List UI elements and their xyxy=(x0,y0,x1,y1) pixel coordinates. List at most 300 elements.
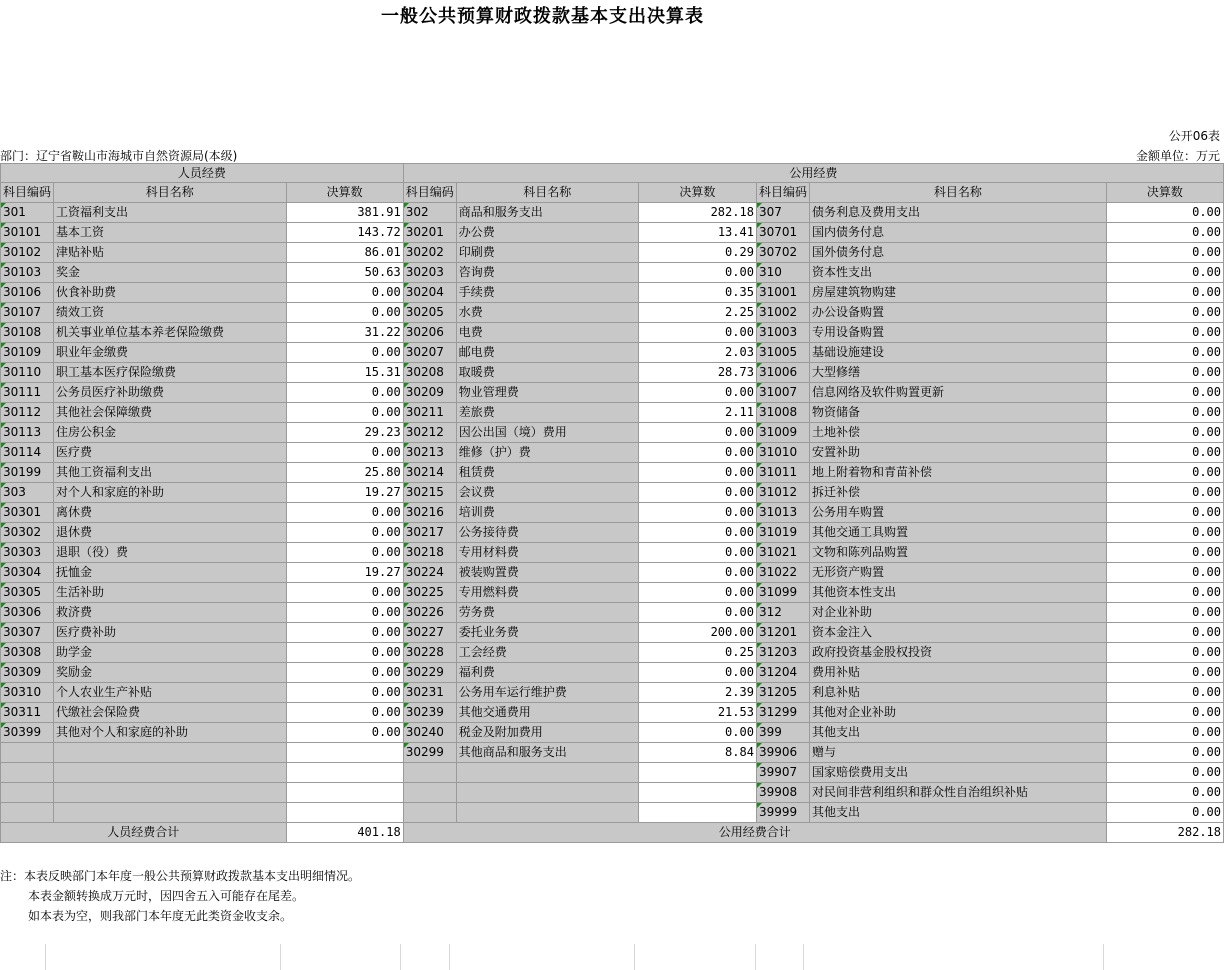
subject-code-cell: 31005 xyxy=(756,343,809,363)
amount-cell: 0.00 xyxy=(1106,563,1223,583)
notes xyxy=(0,866,360,926)
subject-code-cell: 307 xyxy=(756,203,809,223)
subject-name-cell: 公务员医疗补助缴费 xyxy=(54,383,287,403)
amount-cell: 50.63 xyxy=(286,263,403,283)
subject-name-cell: 信息网络及软件购置更新 xyxy=(809,383,1106,403)
grid-line xyxy=(400,944,401,970)
amount-cell: 0.00 xyxy=(638,423,756,443)
subject-code-cell: 30240 xyxy=(403,723,456,743)
subject-code-cell: 302 xyxy=(403,203,456,223)
grid-line xyxy=(449,944,450,970)
amount-cell: 19.27 xyxy=(286,563,403,583)
amount-cell: 0.00 xyxy=(286,663,403,683)
amount-cell: 0.00 xyxy=(1106,723,1223,743)
subject-name-cell: 拆迁补偿 xyxy=(809,483,1106,503)
subject-name-cell: 奖金 xyxy=(54,263,287,283)
subject-name-cell: 抚恤金 xyxy=(54,563,287,583)
subject-name-cell: 基本工资 xyxy=(54,223,287,243)
subject-code-cell: 30303 xyxy=(1,543,54,563)
grid-line xyxy=(755,944,756,970)
table-row xyxy=(1,243,1224,263)
subject-name-cell: 奖励金 xyxy=(54,663,287,683)
table-row xyxy=(1,643,1224,663)
table-row xyxy=(1,343,1224,363)
totals-row xyxy=(1,823,1224,843)
subject-code-cell: 30216 xyxy=(403,503,456,523)
subject-code-cell: 30239 xyxy=(403,703,456,723)
subject-code-cell: 30218 xyxy=(403,543,456,563)
subject-code-cell: 31012 xyxy=(756,483,809,503)
note-line: 本表金额转换成万元时，因四舍五入可能存在尾差。 xyxy=(28,889,305,903)
subject-name-cell: 债务利息及费用支出 xyxy=(809,203,1106,223)
amount-cell: 0.29 xyxy=(638,243,756,263)
subject-code-cell: 31003 xyxy=(756,323,809,343)
subject-code-cell: 30201 xyxy=(403,223,456,243)
subject-name-cell: 政府投资基金股权投资 xyxy=(809,643,1106,663)
subject-name-cell: 委托业务费 xyxy=(456,623,638,643)
col-header-amount: 决算数 xyxy=(1106,183,1223,203)
subject-name-cell xyxy=(54,763,287,783)
subject-code-cell: 30102 xyxy=(1,243,54,263)
subject-name-cell: 其他资本性支出 xyxy=(809,583,1106,603)
subject-code-cell: 39999 xyxy=(756,803,809,823)
subject-name-cell: 赠与 xyxy=(809,743,1106,763)
subject-code-cell: 30204 xyxy=(403,283,456,303)
subject-name-cell: 电费 xyxy=(456,323,638,343)
amount-cell: 0.00 xyxy=(286,303,403,323)
note-line: 注：本表反映部门本年度一般公共预算财政拨款基本支出明细情况。 xyxy=(0,869,361,883)
table-row xyxy=(1,303,1224,323)
subject-code-cell: 30302 xyxy=(1,523,54,543)
amount-cell: 0.00 xyxy=(1106,463,1223,483)
subject-code-cell: 30224 xyxy=(403,563,456,583)
table-row xyxy=(1,203,1224,223)
public-total-value: 282.18 xyxy=(1106,823,1223,843)
amount-cell: 0.00 xyxy=(286,603,403,623)
amount-cell: 0.00 xyxy=(1106,363,1223,383)
amount-cell: 86.01 xyxy=(286,243,403,263)
amount-cell: 0.00 xyxy=(1106,403,1223,423)
subject-name-cell: 福利费 xyxy=(456,663,638,683)
table-row xyxy=(1,543,1224,563)
amount-cell: 2.03 xyxy=(638,343,756,363)
amount-cell: 29.23 xyxy=(286,423,403,443)
subject-code-cell: 30299 xyxy=(403,743,456,763)
subject-name-cell: 资本金注入 xyxy=(809,623,1106,643)
note-line: 如本表为空，则我部门本年度无此类资金收支余。 xyxy=(28,909,293,923)
table-row xyxy=(1,663,1224,683)
subject-code-cell: 30225 xyxy=(403,583,456,603)
amount-cell: 0.00 xyxy=(286,683,403,703)
col-header-code: 科目编码 xyxy=(1,183,54,203)
subject-code-cell: 30301 xyxy=(1,503,54,523)
subject-name-cell: 费用补贴 xyxy=(809,663,1106,683)
subject-name-cell: 办公费 xyxy=(456,223,638,243)
subject-code-cell: 30229 xyxy=(403,663,456,683)
amount-cell: 0.00 xyxy=(638,723,756,743)
amount-cell: 0.00 xyxy=(1106,503,1223,523)
table-row xyxy=(1,263,1224,283)
subject-code-cell: 30701 xyxy=(756,223,809,243)
subject-name-cell: 邮电费 xyxy=(456,343,638,363)
amount-cell: 0.00 xyxy=(1106,763,1223,783)
amount-cell: 0.00 xyxy=(286,343,403,363)
subject-code-cell: 31022 xyxy=(756,563,809,583)
subject-code-cell: 31009 xyxy=(756,423,809,443)
subject-name-cell: 专用设备购置 xyxy=(809,323,1106,343)
amount-cell xyxy=(286,803,403,823)
subject-code-cell: 30217 xyxy=(403,523,456,543)
subject-name-cell: 培训费 xyxy=(456,503,638,523)
subject-code-cell: 31013 xyxy=(756,503,809,523)
subject-name-cell: 其他支出 xyxy=(809,723,1106,743)
table-row xyxy=(1,363,1224,383)
grid-line xyxy=(45,944,46,970)
amount-cell: 25.80 xyxy=(286,463,403,483)
subject-name-cell: 资本性支出 xyxy=(809,263,1106,283)
table-row xyxy=(1,583,1224,603)
amount-cell: 0.00 xyxy=(638,583,756,603)
subject-code-cell: 30226 xyxy=(403,603,456,623)
amount-cell: 2.11 xyxy=(638,403,756,423)
amount-cell: 0.00 xyxy=(638,483,756,503)
amount-cell: 0.00 xyxy=(1106,523,1223,543)
subject-name-cell: 国家赔偿费用支出 xyxy=(809,763,1106,783)
subject-name-cell: 其他对企业补助 xyxy=(809,703,1106,723)
subject-name-cell: 离休费 xyxy=(54,503,287,523)
amount-cell: 19.27 xyxy=(286,483,403,503)
subject-name-cell: 绩效工资 xyxy=(54,303,287,323)
amount-cell: 0.00 xyxy=(286,543,403,563)
table-row xyxy=(1,723,1224,743)
amount-cell: 28.73 xyxy=(638,363,756,383)
col-header-name: 科目名称 xyxy=(809,183,1106,203)
amount-cell: 0.00 xyxy=(1106,703,1223,723)
subject-code-cell: 30227 xyxy=(403,623,456,643)
amount-cell: 0.00 xyxy=(638,463,756,483)
subject-name-cell xyxy=(456,803,638,823)
subject-name-cell: 地上附着物和青苗补偿 xyxy=(809,463,1106,483)
subject-code-cell: 30308 xyxy=(1,643,54,663)
subject-code-cell: 30702 xyxy=(756,243,809,263)
amount-cell: 0.00 xyxy=(1106,423,1223,443)
amount-cell: 381.91 xyxy=(286,203,403,223)
subject-name-cell: 职工基本医疗保险缴费 xyxy=(54,363,287,383)
subject-code-cell: 30215 xyxy=(403,483,456,503)
subject-name-cell: 住房公积金 xyxy=(54,423,287,443)
subject-name-cell: 其他交通费用 xyxy=(456,703,638,723)
subject-code-cell: 30228 xyxy=(403,643,456,663)
subject-code-cell: 310 xyxy=(756,263,809,283)
amount-cell: 8.84 xyxy=(638,743,756,763)
amount-cell: 0.00 xyxy=(286,383,403,403)
amount-cell: 0.35 xyxy=(638,283,756,303)
subject-code-cell xyxy=(1,743,54,763)
amount-cell: 0.00 xyxy=(1106,623,1223,643)
amount-cell: 0.00 xyxy=(286,643,403,663)
subject-code-cell: 30211 xyxy=(403,403,456,423)
subject-name-cell: 被装购置费 xyxy=(456,563,638,583)
subject-code-cell: 31007 xyxy=(756,383,809,403)
subject-name-cell: 商品和服务支出 xyxy=(456,203,638,223)
subject-name-cell xyxy=(54,743,287,763)
subject-name-cell: 职业年金缴费 xyxy=(54,343,287,363)
subject-name-cell: 其他商品和服务支出 xyxy=(456,743,638,763)
subject-name-cell: 助学金 xyxy=(54,643,287,663)
subject-name-cell: 对个人和家庭的补助 xyxy=(54,483,287,503)
table-row xyxy=(1,403,1224,423)
subject-name-cell: 其他工资福利支出 xyxy=(54,463,287,483)
page-title: 一般公共预算财政拨款基本支出决算表 xyxy=(381,6,704,27)
table-row xyxy=(1,523,1224,543)
table-row xyxy=(1,223,1224,243)
table-row xyxy=(1,783,1224,803)
subject-code-cell: 30106 xyxy=(1,283,54,303)
department-label: 部门：辽宁省鞍山市海城市自然资源局(本级) xyxy=(0,149,238,163)
amount-cell: 0.00 xyxy=(638,663,756,683)
amount-cell: 0.00 xyxy=(1106,303,1223,323)
table-row xyxy=(1,603,1224,623)
amount-cell: 2.25 xyxy=(638,303,756,323)
subject-code-cell: 30110 xyxy=(1,363,54,383)
subject-code-cell: 31299 xyxy=(756,703,809,723)
col-header-name: 科目名称 xyxy=(456,183,638,203)
subject-code-cell: 30306 xyxy=(1,603,54,623)
subject-code-cell: 30103 xyxy=(1,263,54,283)
subject-code-cell: 30111 xyxy=(1,383,54,403)
subject-name-cell: 取暖费 xyxy=(456,363,638,383)
table-row xyxy=(1,423,1224,443)
amount-cell: 0.00 xyxy=(1106,443,1223,463)
subject-code-cell: 39908 xyxy=(756,783,809,803)
subject-code-cell: 31006 xyxy=(756,363,809,383)
subject-name-cell: 物业管理费 xyxy=(456,383,638,403)
amount-cell: 0.00 xyxy=(1106,323,1223,343)
amount-cell: 282.18 xyxy=(638,203,756,223)
subject-name-cell: 专用材料费 xyxy=(456,543,638,563)
col-header-code: 科目编码 xyxy=(756,183,809,203)
amount-cell: 2.39 xyxy=(638,683,756,703)
amount-cell: 0.00 xyxy=(1106,203,1223,223)
subject-code-cell: 30113 xyxy=(1,423,54,443)
amount-cell: 200.00 xyxy=(638,623,756,643)
subject-code-cell: 30208 xyxy=(403,363,456,383)
amount-cell: 0.00 xyxy=(1106,383,1223,403)
subject-name-cell: 其他对个人和家庭的补助 xyxy=(54,723,287,743)
subject-name-cell: 国外债务付息 xyxy=(809,243,1106,263)
subject-code-cell: 31008 xyxy=(756,403,809,423)
subject-code-cell: 31204 xyxy=(756,663,809,683)
subject-name-cell: 维修（护）费 xyxy=(456,443,638,463)
subject-name-cell: 水费 xyxy=(456,303,638,323)
subject-code-cell: 30214 xyxy=(403,463,456,483)
unit-label: 金额单位：万元 xyxy=(1135,149,1220,163)
table-row xyxy=(1,563,1224,583)
subject-code-cell xyxy=(1,803,54,823)
subject-code-cell: 30109 xyxy=(1,343,54,363)
subject-code-cell: 30209 xyxy=(403,383,456,403)
expenditure-table xyxy=(0,163,1224,843)
subject-name-cell: 租赁费 xyxy=(456,463,638,483)
subject-name-cell: 手续费 xyxy=(456,283,638,303)
subject-code-cell: 31002 xyxy=(756,303,809,323)
subject-name-cell: 文物和陈列品购置 xyxy=(809,543,1106,563)
subject-code-cell: 301 xyxy=(1,203,54,223)
amount-cell: 0.00 xyxy=(286,583,403,603)
subject-code-cell: 31011 xyxy=(756,463,809,483)
col-header-amount: 决算数 xyxy=(286,183,403,203)
personnel-total-value: 401.18 xyxy=(286,823,403,843)
amount-cell: 0.00 xyxy=(286,703,403,723)
subject-name-cell: 个人农业生产补贴 xyxy=(54,683,287,703)
subject-code-cell: 31021 xyxy=(756,543,809,563)
subject-name-cell xyxy=(54,803,287,823)
public-total-label: 公用经费合计 xyxy=(403,823,1106,843)
amount-cell: 0.00 xyxy=(1106,343,1223,363)
table-code: 公开06表 xyxy=(1168,129,1220,143)
subject-code-cell: 30307 xyxy=(1,623,54,643)
subject-name-cell: 印刷费 xyxy=(456,243,638,263)
subject-name-cell: 物资储备 xyxy=(809,403,1106,423)
subject-name-cell: 劳务费 xyxy=(456,603,638,623)
subject-name-cell: 对企业补助 xyxy=(809,603,1106,623)
amount-cell: 0.00 xyxy=(286,443,403,463)
subject-code-cell: 30114 xyxy=(1,443,54,463)
subject-name-cell: 代缴社会保险费 xyxy=(54,703,287,723)
amount-cell: 0.00 xyxy=(638,383,756,403)
amount-cell: 0.00 xyxy=(1106,663,1223,683)
subject-name-cell: 办公设备购置 xyxy=(809,303,1106,323)
subject-name-cell: 机关事业单位基本养老保险缴费 xyxy=(54,323,287,343)
subject-code-cell: 30207 xyxy=(403,343,456,363)
subject-code-cell: 30112 xyxy=(1,403,54,423)
amount-cell: 0.00 xyxy=(1106,743,1223,763)
amount-cell: 0.00 xyxy=(1106,783,1223,803)
amount-cell: 0.00 xyxy=(638,523,756,543)
subject-name-cell: 税金及附加费用 xyxy=(456,723,638,743)
amount-cell: 0.00 xyxy=(638,503,756,523)
amount-cell: 0.00 xyxy=(286,723,403,743)
amount-cell: 0.00 xyxy=(1106,243,1223,263)
subject-code-cell: 39906 xyxy=(756,743,809,763)
amount-cell: 0.00 xyxy=(638,323,756,343)
subject-code-cell: 30309 xyxy=(1,663,54,683)
table-row xyxy=(1,463,1224,483)
subject-name-cell: 医疗费 xyxy=(54,443,287,463)
subject-code-cell xyxy=(403,763,456,783)
subject-name-cell: 专用燃料费 xyxy=(456,583,638,603)
amount-cell: 0.00 xyxy=(286,503,403,523)
subject-code-cell: 399 xyxy=(756,723,809,743)
subject-code-cell xyxy=(1,763,54,783)
amount-cell: 0.00 xyxy=(638,563,756,583)
amount-cell: 21.53 xyxy=(638,703,756,723)
subject-name-cell: 因公出国（境）费用 xyxy=(456,423,638,443)
subject-code-cell: 30310 xyxy=(1,683,54,703)
subject-code-cell: 39907 xyxy=(756,763,809,783)
amount-cell xyxy=(286,763,403,783)
amount-cell: 0.00 xyxy=(638,543,756,563)
personnel-total-label: 人员经费合计 xyxy=(1,823,287,843)
amount-cell xyxy=(638,783,756,803)
subject-code-cell xyxy=(403,783,456,803)
table-row xyxy=(1,803,1224,823)
subject-code-cell: 30206 xyxy=(403,323,456,343)
amount-cell: 0.00 xyxy=(1106,283,1223,303)
subject-code-cell: 30213 xyxy=(403,443,456,463)
subject-code-cell: 30399 xyxy=(1,723,54,743)
section-public-header: 公用经费 xyxy=(403,164,1223,183)
amount-cell xyxy=(638,803,756,823)
table-row xyxy=(1,623,1224,643)
subject-code-cell: 30203 xyxy=(403,263,456,283)
subject-name-cell: 其他社会保障缴费 xyxy=(54,403,287,423)
subject-code-cell: 30108 xyxy=(1,323,54,343)
table-row xyxy=(1,383,1224,403)
subject-code-cell: 30202 xyxy=(403,243,456,263)
amount-cell xyxy=(286,743,403,763)
subject-name-cell xyxy=(456,783,638,803)
subject-code-cell: 303 xyxy=(1,483,54,503)
subject-name-cell: 医疗费补助 xyxy=(54,623,287,643)
subject-name-cell xyxy=(456,763,638,783)
subject-name-cell: 生活补助 xyxy=(54,583,287,603)
subject-name-cell: 差旅费 xyxy=(456,403,638,423)
amount-cell: 0.00 xyxy=(638,443,756,463)
table-row xyxy=(1,743,1224,763)
col-header-amount: 决算数 xyxy=(638,183,756,203)
subject-name-cell: 退职（役）费 xyxy=(54,543,287,563)
table-row xyxy=(1,683,1224,703)
amount-cell: 0.00 xyxy=(286,523,403,543)
section-personnel-header: 人员经费 xyxy=(1,164,404,183)
amount-cell xyxy=(638,763,756,783)
subject-code-cell: 30199 xyxy=(1,463,54,483)
subject-name-cell xyxy=(54,783,287,803)
col-header-name: 科目名称 xyxy=(54,183,287,203)
amount-cell: 0.00 xyxy=(638,263,756,283)
subject-code-cell: 31010 xyxy=(756,443,809,463)
grid-line xyxy=(803,944,804,970)
table-row xyxy=(1,763,1224,783)
amount-cell: 31.22 xyxy=(286,323,403,343)
subject-code-cell: 31201 xyxy=(756,623,809,643)
subject-name-cell: 公务用车购置 xyxy=(809,503,1106,523)
table-row xyxy=(1,323,1224,343)
amount-cell: 0.00 xyxy=(1106,483,1223,503)
amount-cell: 0.00 xyxy=(1106,643,1223,663)
subject-name-cell: 津贴补贴 xyxy=(54,243,287,263)
subject-code-cell: 30231 xyxy=(403,683,456,703)
subject-name-cell: 对民间非营利组织和群众性自治组织补贴 xyxy=(809,783,1106,803)
subject-code-cell: 30305 xyxy=(1,583,54,603)
subject-name-cell: 救济费 xyxy=(54,603,287,623)
amount-cell: 0.00 xyxy=(1106,603,1223,623)
subject-name-cell: 工会经费 xyxy=(456,643,638,663)
subject-code-cell xyxy=(403,803,456,823)
grid-line xyxy=(280,944,281,970)
table-row xyxy=(1,283,1224,303)
subject-code-cell: 30311 xyxy=(1,703,54,723)
amount-cell: 0.25 xyxy=(638,643,756,663)
table-row xyxy=(1,483,1224,503)
amount-cell: 0.00 xyxy=(1106,263,1223,283)
subject-code-cell: 31205 xyxy=(756,683,809,703)
amount-cell: 143.72 xyxy=(286,223,403,243)
amount-cell: 0.00 xyxy=(286,623,403,643)
subject-name-cell: 会议费 xyxy=(456,483,638,503)
subject-code-cell: 30101 xyxy=(1,223,54,243)
